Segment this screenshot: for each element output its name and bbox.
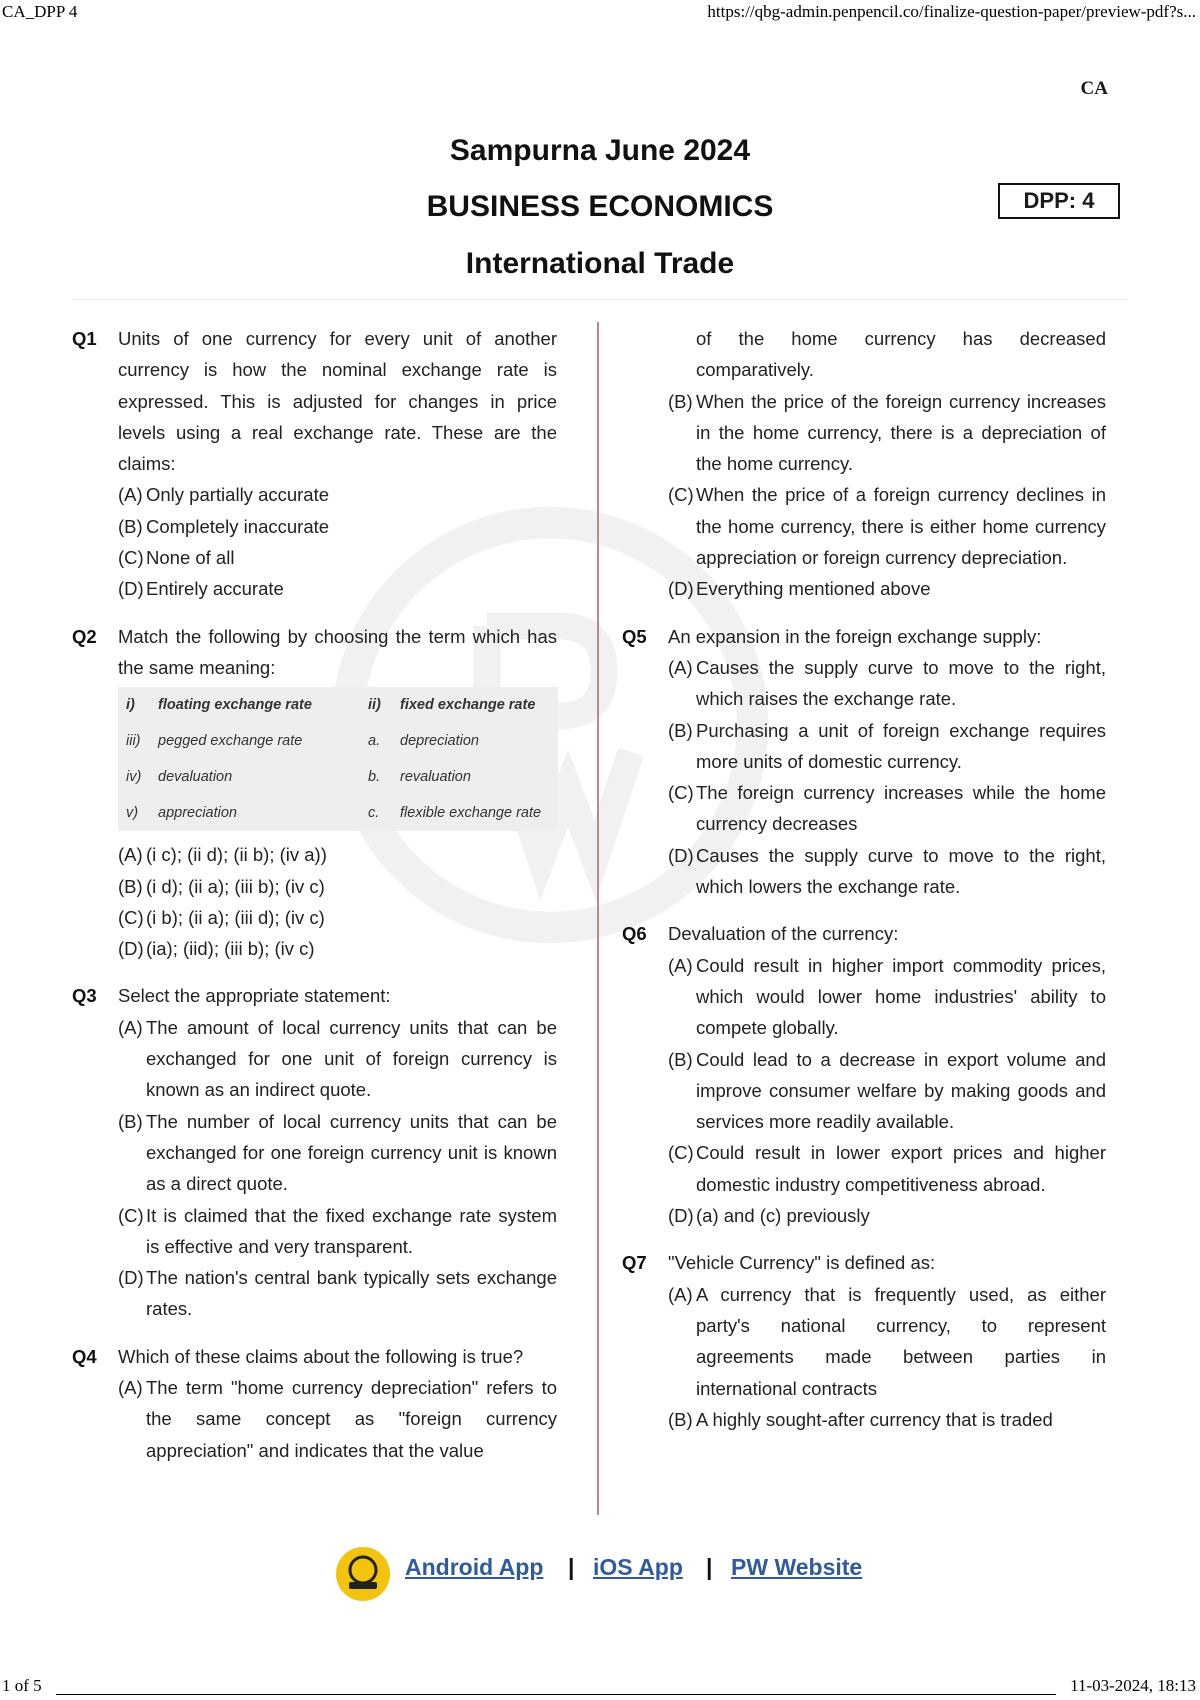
question-4-continued bbox=[622, 323, 1106, 605]
option-label: (C) bbox=[668, 1142, 694, 1164]
option-label: (D) bbox=[668, 844, 694, 866]
option-label: (B) bbox=[668, 1048, 693, 1070]
option-text: Completely inaccurate bbox=[146, 515, 330, 537]
option-a bbox=[118, 1372, 557, 1466]
match-table bbox=[118, 687, 558, 831]
print-doc-title: CA_DPP 4 bbox=[2, 2, 78, 21]
option-text: (i b); (ii a); (iii d); (iv c) bbox=[146, 906, 325, 928]
option-a bbox=[668, 950, 1106, 1044]
question-6 bbox=[622, 918, 1106, 1231]
question-7 bbox=[622, 1247, 1106, 1435]
match-row bbox=[118, 759, 558, 795]
option-b bbox=[668, 386, 1106, 480]
option-d bbox=[668, 840, 1106, 903]
option-label: (B) bbox=[668, 1408, 693, 1430]
option-text: When the price of the foreign currency increases in the home currency, there is a depreciation of the home currency. bbox=[696, 390, 1106, 475]
option-label: (B) bbox=[668, 719, 693, 741]
question-stem: Units of one currency for every unit of another currency is how the nominal exchange rate is expressed. This is adjusted for changes in price levels using a real exchange rate. These are the claims: bbox=[118, 328, 557, 475]
option-c bbox=[668, 1137, 1106, 1200]
option-a bbox=[118, 1012, 557, 1106]
match-right-index: ii) bbox=[368, 697, 381, 714]
question-stem: Which of these claims about the following is true? bbox=[118, 1345, 524, 1367]
question-1 bbox=[72, 323, 557, 605]
option-text: A currency that is frequently used, as either party's national currency, to represent agreements made between parties in international contracts bbox=[696, 1283, 1106, 1399]
option-b bbox=[118, 871, 557, 902]
match-left-index: i) bbox=[126, 697, 135, 714]
option-text: When the price of a foreign currency declines in the home currency, there is either home currency appreciation or foreign currency depreciation. bbox=[696, 484, 1106, 569]
question-3 bbox=[72, 980, 557, 1324]
option-label: (D) bbox=[118, 578, 144, 600]
option-text: Causes the supply curve to move to the right, which lowers the exchange rate. bbox=[696, 844, 1106, 898]
option-label: (C) bbox=[118, 1204, 144, 1226]
option-label: (C) bbox=[118, 906, 144, 928]
link-separator: | bbox=[706, 1554, 713, 1580]
print-timestamp: 11-03-2024, 18:13 bbox=[1070, 1676, 1196, 1695]
dpp-badge: DPP: 4 bbox=[998, 183, 1120, 219]
match-left-term: devaluation bbox=[158, 769, 233, 786]
pw-website-link[interactable]: PW Website bbox=[731, 1554, 863, 1580]
match-right-term: depreciation bbox=[400, 733, 479, 750]
option-text: (a) and (c) previously bbox=[696, 1205, 870, 1227]
question-stem: Devaluation of the currency: bbox=[668, 923, 899, 945]
print-header bbox=[0, 0, 1200, 26]
option-label: (B) bbox=[118, 1110, 143, 1132]
question-number: Q7 bbox=[622, 1252, 647, 1274]
match-left-index: v) bbox=[126, 805, 139, 822]
option-text: (ia); (iid); (iii b); (iv c) bbox=[146, 938, 315, 960]
match-right-term: flexible exchange rate bbox=[400, 805, 542, 822]
ios-app-link[interactable]: iOS App bbox=[593, 1554, 683, 1580]
match-left-index: iv) bbox=[126, 769, 142, 786]
paper-title: Sampurna June 2024 bbox=[449, 134, 751, 167]
option-d bbox=[118, 1262, 557, 1325]
option-d bbox=[668, 573, 1106, 604]
option-text: The foreign currency increases while the home currency decreases bbox=[696, 782, 1106, 835]
option-label: (B) bbox=[118, 515, 143, 537]
footer-links bbox=[0, 1543, 1200, 1603]
option-c bbox=[668, 777, 1106, 840]
option-label: (A) bbox=[118, 844, 143, 866]
question-number: Q2 bbox=[72, 625, 97, 647]
match-left-term: appreciation bbox=[158, 805, 237, 822]
option-label: (A) bbox=[668, 1283, 693, 1305]
option-b bbox=[668, 1044, 1106, 1138]
question-number: Q1 bbox=[72, 328, 97, 349]
match-right-index: a. bbox=[368, 733, 381, 750]
option-label: (B) bbox=[118, 875, 143, 897]
option-label: (C) bbox=[668, 782, 694, 804]
match-right-index: c. bbox=[368, 805, 380, 822]
column-divider bbox=[597, 322, 599, 1515]
match-row bbox=[118, 795, 558, 831]
option-text: Everything mentioned above bbox=[696, 578, 931, 600]
question-5 bbox=[622, 621, 1106, 903]
question-4 bbox=[72, 1341, 557, 1466]
question-number: Q4 bbox=[72, 1345, 97, 1367]
option-b bbox=[668, 715, 1106, 778]
option-c bbox=[118, 542, 557, 573]
option-a bbox=[118, 479, 557, 510]
option-b bbox=[668, 1404, 1106, 1435]
option-label: (D) bbox=[668, 578, 694, 600]
option-text: Only partially accurate bbox=[146, 484, 330, 506]
option-d bbox=[118, 573, 557, 604]
option-text-continued: of the home currency has decreased comparatively. bbox=[696, 328, 1106, 381]
match-row bbox=[118, 723, 558, 759]
option-d bbox=[118, 933, 557, 964]
option-label: (A) bbox=[668, 656, 693, 678]
option-text: The nation's central bank typically sets exchange rates. bbox=[146, 1267, 557, 1320]
option-label: (D) bbox=[668, 1205, 694, 1227]
question-2 bbox=[72, 621, 557, 965]
match-row bbox=[118, 687, 558, 723]
option-text: The term "home currency depreciation" refers to the same concept as "foreign currency appreciation" and indicates that the value bbox=[146, 1377, 557, 1461]
option-text: (i c); (ii d); (ii b); (iv a)) bbox=[146, 844, 327, 866]
option-b bbox=[118, 511, 557, 542]
option-a bbox=[668, 652, 1106, 715]
page-count: 1 of 5 bbox=[2, 1676, 42, 1695]
option-text: A highly sought-after currency that is traded bbox=[696, 1408, 1053, 1430]
option-text: None of all bbox=[146, 547, 235, 569]
option-b bbox=[118, 1106, 557, 1200]
option-label: (A) bbox=[118, 1016, 143, 1038]
option-label: (D) bbox=[118, 938, 144, 960]
subject-title: BUSINESS ECONOMICS bbox=[426, 190, 774, 223]
option-a bbox=[668, 1279, 1106, 1404]
android-app-link[interactable]: Android App bbox=[405, 1554, 544, 1580]
question-number: Q5 bbox=[622, 625, 647, 647]
footer-rule bbox=[56, 1694, 1056, 1695]
option-text: The number of local currency units that can be exchanged for one foreign currency unit is known as a direct quote. bbox=[146, 1110, 557, 1195]
option-d bbox=[668, 1200, 1106, 1231]
match-right-index: b. bbox=[368, 769, 381, 786]
option-c bbox=[668, 479, 1106, 573]
option-text: Purchasing a unit of foreign exchange requires more units of domestic currency. bbox=[696, 719, 1106, 772]
right-column bbox=[622, 323, 1106, 1451]
match-left-index: iii) bbox=[126, 733, 141, 750]
option-text: Could result in lower export prices and higher domestic industry competitiveness abroad. bbox=[696, 1142, 1106, 1195]
option-text: Causes the supply curve to move to the right, which raises the exchange rate. bbox=[696, 656, 1106, 710]
question-number: Q3 bbox=[72, 985, 97, 1007]
brand-tag: CA bbox=[1080, 78, 1108, 99]
option-label: (C) bbox=[668, 484, 694, 506]
print-footer bbox=[0, 1672, 1200, 1700]
option-label: (A) bbox=[668, 954, 693, 976]
question-number: Q6 bbox=[622, 923, 647, 945]
option-text: It is claimed that the fixed exchange rate system is effective and very transparent. bbox=[146, 1204, 557, 1257]
option-c bbox=[118, 1200, 557, 1263]
print-url: https://qbg-admin.penpencil.co/finalize-question-paper/preview-pdf?s... bbox=[707, 2, 1196, 21]
option-c bbox=[118, 902, 557, 933]
option-label: (A) bbox=[118, 484, 143, 506]
header-divider bbox=[72, 299, 1128, 300]
option-text: The amount of local currency units that can be exchanged for one unit of foreign currency is known as an indirect quote. bbox=[146, 1016, 557, 1101]
match-left-term: floating exchange rate bbox=[158, 697, 312, 714]
match-left-term: pegged exchange rate bbox=[158, 733, 303, 750]
customer-badge-icon bbox=[335, 1546, 391, 1602]
match-right-term: fixed exchange rate bbox=[400, 697, 536, 714]
match-right-term: revaluation bbox=[400, 769, 471, 786]
question-stem: Select the appropriate statement: bbox=[118, 985, 391, 1007]
option-text: (i d); (ii a); (iii b); (iv c) bbox=[146, 875, 325, 897]
link-separator: | bbox=[568, 1554, 575, 1580]
option-text: Could result in higher import commodity prices, which would lower home industries' ability to compete globally. bbox=[696, 954, 1106, 1039]
chapter-title: International Trade bbox=[465, 247, 735, 280]
option-label: (D) bbox=[118, 1267, 144, 1289]
question-stem: Match the following by choosing the term which has the same meaning: bbox=[118, 625, 557, 678]
question-stem: An expansion in the foreign exchange supply: bbox=[668, 625, 1042, 647]
option-label: (B) bbox=[668, 390, 693, 412]
option-a bbox=[118, 839, 557, 870]
option-text: Entirely accurate bbox=[146, 578, 284, 600]
option-text: Could lead to a decrease in export volume and improve consumer welfare by making goods and services more readily available. bbox=[696, 1048, 1106, 1133]
option-label: (C) bbox=[118, 547, 144, 569]
question-stem: "Vehicle Currency" is defined as: bbox=[668, 1252, 936, 1274]
left-column bbox=[72, 323, 557, 1482]
option-label: (A) bbox=[118, 1377, 143, 1399]
